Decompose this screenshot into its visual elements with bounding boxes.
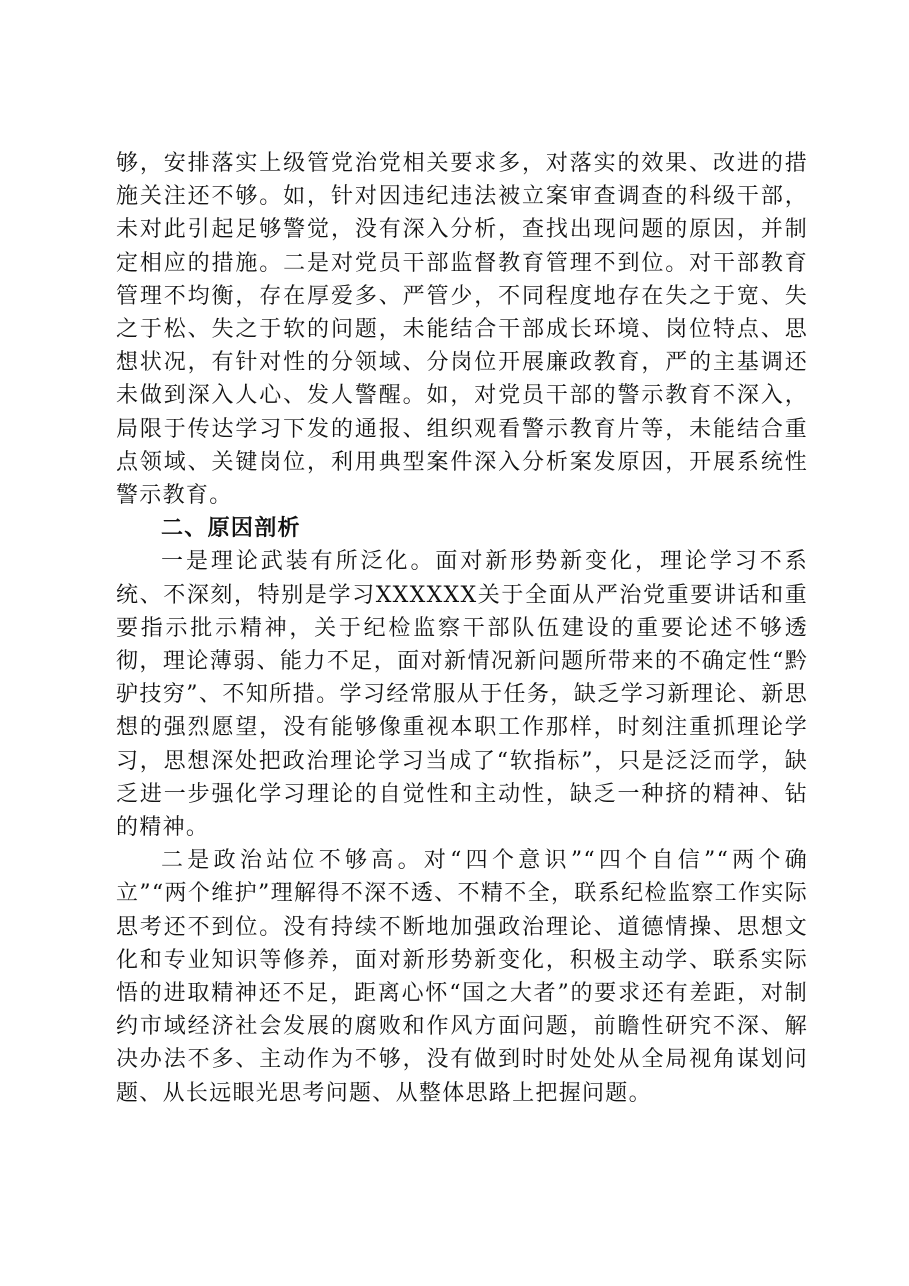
section-heading: 二、原因剖析 xyxy=(161,516,301,542)
document-body xyxy=(116,147,808,1110)
paragraph-theory: 一是理论武装有所泛化。面对新形势新变化，理论学习不系统、不深刻，特别是学习XXXXXX关于全面从严治党重要讲话和重要指示批示精神，关于纪检监察干部队伍建设的重要论述不够透彻，理论薄弱、能力不足，面对新情况新问题所带来的不确定性“黔驴技穷”、不知所措。学习经常服从于任务，缺乏学习新理论、新思想的强烈愿望，没有能够像重视本职工作那样，时刻注重抓理论学习，思想深处把政治理论学习当成了“软指标”，只是泛泛而学，缺乏进一步强化学习理论的自觉性和主动性，缺乏一种挤的精神、钻的精神。 xyxy=(116,549,808,841)
paragraph-political-stance: 二是政治站位不够高。对“四个意识”“四个自信”“两个确立”“两个维护”理解得不深不透、不精不全，联系纪检监察工作实际思考还不到位。没有持续不断地加强政治理论、道德情操、思想文化和专业知识等修养，面对新形势新变化，积极主动学、联系实际悟的进取精神还不足，距离心怀“国之大者”的要求还有差距，对制约市域经济社会发展的腐败和作风方面问题，前瞻性研究不深、解决办法不多、主动作为不够，没有做到时时处处从全局视角谋划问题、从长远眼光思考问题、从整体思路上把握问题。 xyxy=(116,848,808,1106)
continuation-paragraph: 够，安排落实上级管党治党相关要求多，对落实的效果、改进的措施关注还不够。如，针对因违纪违法被立案审查调查的科级干部，未对此引起足够警觉，没有深入分析，查找出现问题的原因，并制定相应的措施。二是对党员干部监督教育管理不到位。对干部教育管理不均衡，存在厚爱多、严管少，不同程度地存在失之于宽、失之于松、失之于软的问题，未能结合干部成长环境、岗位特点、思想状况，有针对性的分领域、分岗位开展廉政教育，严的主基调还未做到深入人心、发人警醒。如，对党员干部的警示教育不深入，局限于传达学习下发的通报、组织观看警示教育片等，未能结合重点领域、关键岗位，利用典型案件深入分析案发原因，开展系统性警示教育。 xyxy=(116,151,808,509)
